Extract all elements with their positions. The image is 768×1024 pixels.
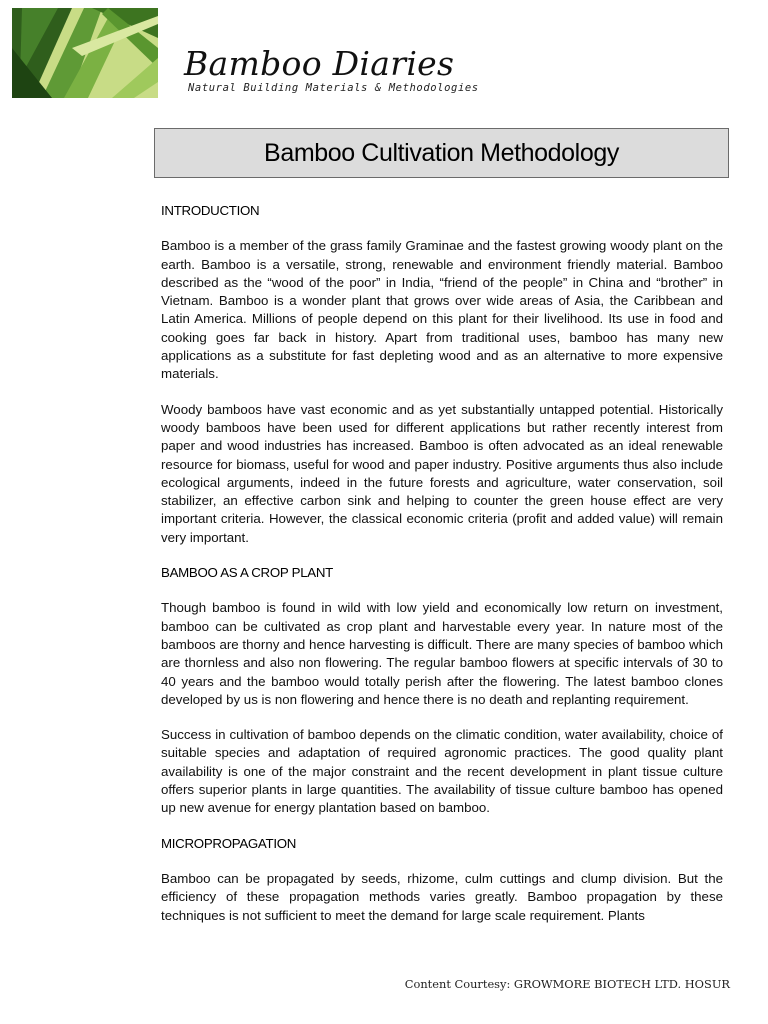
paragraph: Bamboo can be propagated by seeds, rhizome, culm cuttings and clump division. But the efficiency of these propagation methods varies greatly. Bamboo propagation by these techniques is not sufficient to meet the demand for large scale requirement. Plants: [161, 870, 723, 923]
paragraph: Success in cultivation of bamboo depends on the climatic condition, water availability, choice of suitable species and adaptation of required agronomic practices. The good quality plant availability is one of the major constraint and the recent development in plant tissue culture offers superior plants in large quantities. The availability of tissue culture bamboo has opened up new avenue for energy plantation based on bamboo.: [161, 727, 723, 816]
paragraph: Woody bamboos have vast economic and as yet substantially untapped potential. Historically woody bamboos have been used for different applications but rather recently interest from paper and wood industries has increased. Bamboo is often advocated as an ideal renewable resource for biomass, useful for wood and paper industry. Positive arguments thus also include ecological arguments, indeed in the future forests and agriculture, water conservation, soil stabilizer, an effective carbon sink and helping to counter the green house effect are very important criteria. However, the classical economic criteria (profit and added value) will remain very important.: [161, 401, 723, 545]
brand-header: [184, 46, 479, 94]
section-heading: BAMBOO AS A CROP PLANT: [161, 565, 333, 581]
paragraph: Bamboo is a member of the grass family Graminae and the fastest growing woody plant on the earth. Bamboo is a versatile, strong, renewable and environment friendly material. Bamboo described as the “wood of the poor” in India, “friend of the people” in China and “brother” in Vietnam. Bamboo is a wonder plant that grows over wide areas of Asia, the Caribbean and Latin America. Millions of people depend on this plant for their livelihood. Its use in food and cooking goes far back in history. Apart from traditional uses, bamboo has many new applications as a substitute for fast depleting wood and as an alternative to more expensive materials.: [161, 238, 723, 382]
brand-subtitle: Natural Building Materials & Methodologies: [188, 82, 479, 94]
brand-title: Bamboo Diaries: [184, 44, 455, 83]
document-title-box: [154, 128, 729, 178]
document-body: [161, 202, 723, 942]
section-heading: MICROPROPAGATION: [161, 835, 297, 851]
document-title: Bamboo Cultivation Methodology: [264, 138, 619, 167]
paragraph: Though bamboo is found in wild with low yield and economically low return on investment, bamboo can be cultivated as crop plant and harvestable every year. In nature most of the bamboos are thorny and hence harvesting is difficult. There are many species of bamboo which are thornless and also non flowering. The regular bamboo flowers at specific intervals of 30 to 40 years and the bamboo would totally perish after the flowering. The latest bamboo clones developed by us is non flowering and hence there is no death and replanting requirement.: [161, 600, 723, 707]
bamboo-leaves-image: [12, 8, 158, 98]
footer-credit: Content Courtesy: GROWMORE BIOTECH LTD. HOSUR: [404, 977, 730, 991]
section-heading: INTRODUCTION: [161, 203, 260, 218]
